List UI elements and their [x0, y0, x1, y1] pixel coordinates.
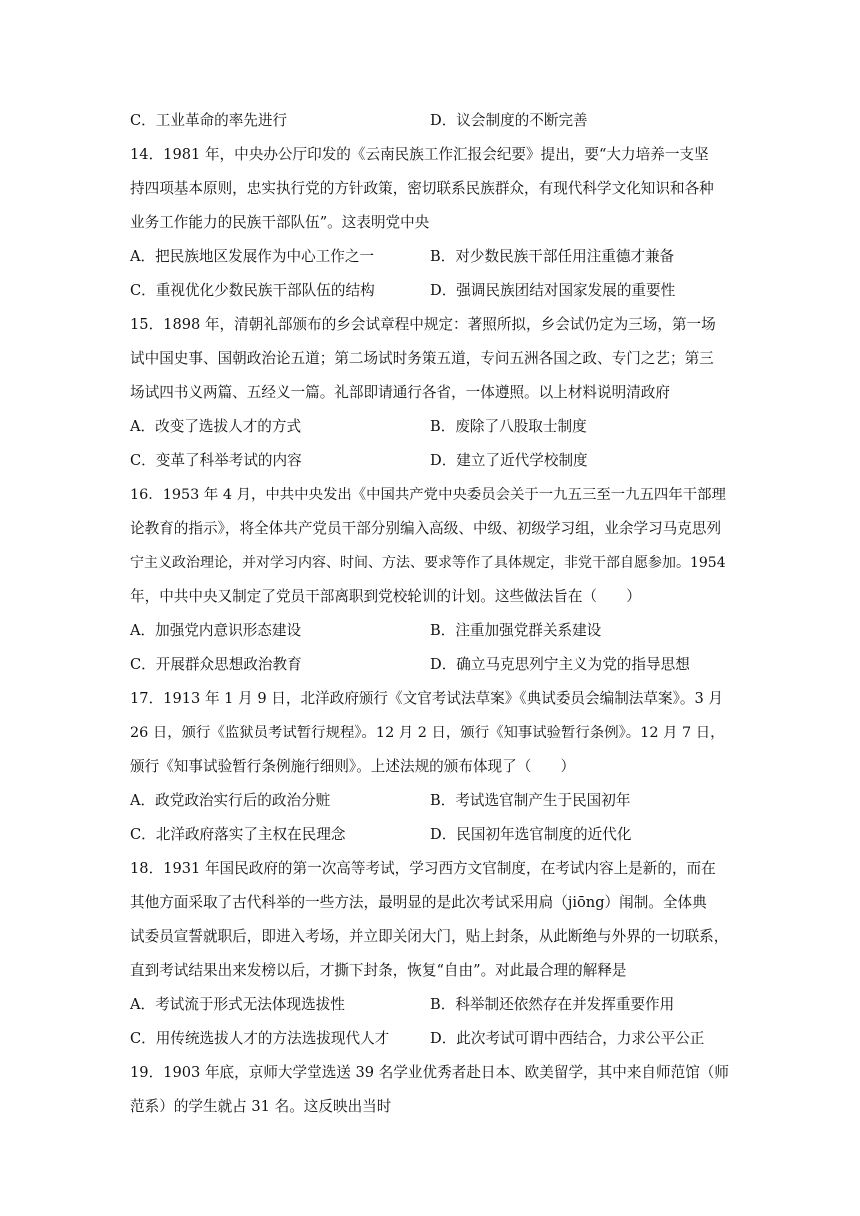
question-text-line: 16．1953 年 4 月，中共中央发出《中国共产党中央委员会关于一九五三至一九五四年干部理 [130, 487, 726, 503]
option-a: A．把民族地区发展作为中心工作之一 [130, 248, 375, 265]
question-text-line: 15．1898 年，清朝礼部颁布的乡会试章程中规定：著照所拟，乡会试仍定为三场，第一场 [130, 316, 716, 333]
question-text-line: 直到考试结果出来发榜以后，才撕下封条，恢复“自由”。对此最合理的解释是 [130, 962, 627, 979]
question-text-line: 19．1903 年底，京师大学堂选送 39 名学业优秀者赴日本、欧美留学，其中来自师范馆（师 [130, 1064, 729, 1081]
question-text-line: 试委员宣誓就职后，即进入考场，并立即关闭大门，贴上封条，从此断绝与外界的一切联系， [130, 928, 729, 945]
question-text-line: 试中国史事、国朝政治论五道；第二场试时务策五道，专问五洲各国之政、专门之艺；第三 [130, 350, 714, 367]
option-c: C．用传统选拔人才的方法选拔现代人才 [130, 1030, 390, 1047]
option-b: B．考试选官制产生于民国初年 [430, 792, 631, 809]
option-d: D．建立了近代学校制度 [430, 452, 588, 469]
option-a: A．改变了选拔人才的方式 [130, 418, 302, 435]
option-c: C．北洋政府落实了主权在民理念 [130, 826, 346, 843]
question-text-line: 持四项基本原则，忠实执行党的方针政策，密切联系民族群众，有现代科学文化知识和各种 [130, 180, 714, 197]
option-c: C．变革了科举考试的内容 [130, 452, 302, 469]
question-text-line: 宁主义政治理论，并对学习内容、时间、方法、要求等作了具体规定，非党干部自愿参加。1954 [130, 555, 726, 571]
question-text-line: 18．1931 年国民政府的第一次高等考试，学习西方文官制度，在考试内容上是新的，而在 [130, 860, 716, 877]
option-b: B．科举制还依然存在并发挥重要作用 [430, 996, 675, 1013]
question-text-line: 26 日，颁行《监狱员考试暂行规程》。12 月 2 日，颁行《知事试验暂行条例》。12 月 7 日， [130, 725, 725, 741]
option-a: A．加强党内意识形态建设 [130, 622, 302, 639]
option-c: C．开展群众思想政治教育 [130, 656, 302, 673]
question-text-line: 范系）的学生就占 31 名。这反映出当时 [130, 1098, 392, 1115]
option-d: D．确立马克思列宁主义为党的指导思想 [430, 656, 690, 673]
option-d: D．强调民族团结对国家发展的重要性 [430, 282, 676, 299]
question-text-line: 17．1913 年 1 月 9 日，北洋政府颁行《文官考试法草案》《典试委员会编制法草案》。3 月 [130, 690, 723, 707]
option-b: B．对少数民族干部任用注重德才兼备 [430, 248, 675, 265]
option-c: C．重视优化少数民族干部队伍的结构 [130, 282, 375, 299]
option-d: D．民国初年选官制度的近代化 [430, 826, 632, 843]
option-c: C．工业革命的率先进行 [130, 112, 288, 129]
question-text-line: 论教育的指示》，将全体共产党员干部分别编入高级、中级、初级学习组，业余学习马克思列 [130, 520, 722, 537]
option-a: A．政党政治实行后的政治分赃 [130, 792, 331, 809]
option-d: D．议会制度的不断完善 [430, 112, 588, 129]
question-text-line: 场试四书义两篇、五经义一篇。礼部即请通行各省，一体遵照。以上材料说明清政府 [130, 384, 670, 401]
question-text-line: 14．1981 年，中央办公厅印发的《云南民族工作汇报会纪要》提出，要“大力培养一支坚 [130, 146, 709, 163]
question-text-line: 其他方面采取了古代科举的一些方法，最明显的是此次考试采用扃（jiōng）闱制。全体典 [130, 894, 707, 911]
question-text-line: 业务工作能力的民族干部队伍”。这表明党中央 [130, 214, 430, 231]
option-b: B．废除了八股取士制度 [430, 418, 587, 435]
option-d: D．此次考试可谓中西结合，力求公平公正 [430, 1030, 705, 1047]
option-a: A．考试流于形式无法体现选拔性 [130, 996, 345, 1013]
question-text-line: 年，中共中央又制定了党员干部离职到党校轮训的计划。这些做法旨在（ ） [130, 588, 641, 605]
option-b: B．注重加强党群关系建设 [430, 622, 602, 639]
question-text-line: 颁行《知事试验暂行条例施行细则》。上述法规的颁布体现了（ ） [130, 758, 576, 775]
